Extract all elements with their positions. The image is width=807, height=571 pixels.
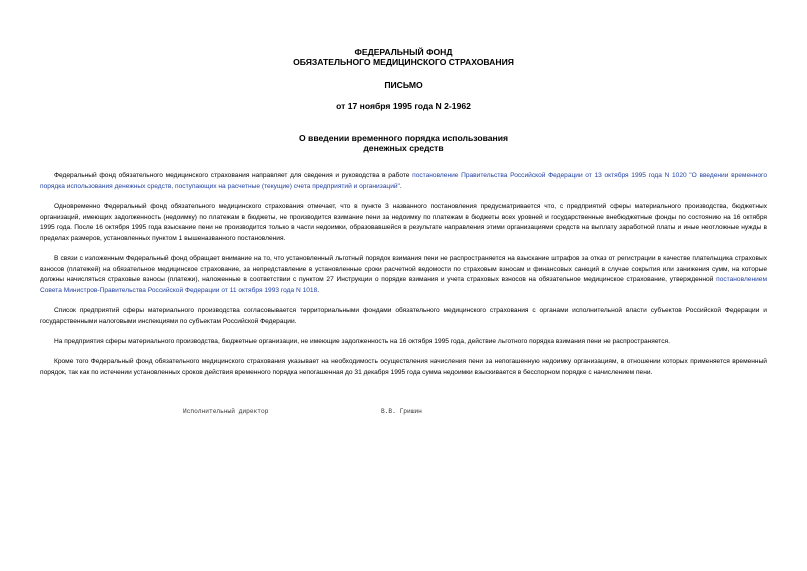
- org-name-line1: ФЕДЕРАЛЬНЫЙ ФОНД: [354, 47, 453, 57]
- subject-line2: денежных средств: [363, 143, 444, 153]
- signature-name: В.В. Гришин: [381, 408, 422, 415]
- subject-line1: О введении временного порядка использования: [298, 133, 509, 143]
- paragraph-3: [40, 254, 767, 296]
- paragraph-1: [40, 171, 767, 192]
- document-subject: [0, 133, 807, 153]
- council-decree-1018-link[interactable]: постановлением Совета Министров-Правительства Российской Федерации от 11 октября 1993 года N 1018: [40, 276, 767, 294]
- paragraph-1-text: Федеральный фонд обязательного медицинского страхования направляет для сведения и руководства в работе: [54, 172, 413, 179]
- paragraph-6: Кроме того Федеральный фонд обязательного медицинского страхования указывает на необходимость осуществления начисления пени за непогашенную недоимку организациям, в отношении которых применяется временный порядок, так как по истечении установленных сроков действия временного порядка непогашенная до 31 декабря 1995 года сумма недоимки взыскивается в бесспорном порядке с начислением пени.: [40, 358, 767, 376]
- paragraph-4: Список предприятий сферы материального производства согласовывается территориальными фондами обязательного медицинского страхования с органами исполнительной власти субъектов Российской Федерации и государственными налоговыми инспекциями по субъектам Российской Федерации.: [40, 307, 767, 325]
- signature-position: Исполнительный директор: [183, 408, 269, 415]
- document-type: ПИСЬМО: [384, 80, 423, 90]
- government-decree-1020-link[interactable]: постановление Правительства Российской Федерации от 13 октября 1995 года N 1020 "О введении временного порядка использования денежных средств, поступающих на расчетные (текущие) счета предприятий и организаций": [40, 172, 767, 190]
- document-date-number: от 17 ноября 1995 года N 2-1962: [336, 101, 471, 111]
- paragraph-3-text: В связи с изложенным Федеральный фонд обращает внимание на то, что установленный льготный порядок взимания пени не распространяется на взыскание штрафов за отказ от регистрации в качестве плательщика страховых взносов (платежей) на обязательное медицинское страхование, за непредставление в установленные сроки расчетной ведомости по страховым взносам и финансовых санкций в случае сокрытия или занижения сумм, на которые должны начисляться страховые взносы (платежи), наложенные в соответствии с пунктом 27 Инструкции о порядке взимания и учета страховых взносов на обязательное медицинское страхование, утвержденной: [40, 255, 767, 284]
- org-name-line2: ОБЯЗАТЕЛЬНОГО МЕДИЦИНСКОГО СТРАХОВАНИЯ: [293, 57, 514, 67]
- paragraph-1-end: .: [399, 182, 402, 190]
- document-org-header: [0, 47, 807, 67]
- paragraph-2: Одновременно Федеральный фонд обязательного медицинского страхования отмечает, что в пункте 3 названного постановления предусматривается что, с предприятий сферы материального производства, бюджетных организаций, имеющих задолженность (недоимку) по платежам в бюджеты, не производится взимание пени за недоимку по платежам в бюджеты всех уровней и государственные внебюджетные фонды по состоянию на 16 октября 1995 года. После 16 октября 1995 года взыскание пени не производится только в части недоимки, образовавшейся в результате направления этими организациями средств на выплату заработной платы и иные неотложные нужды в пределах размеров, установленных пунктом 1 вышеназванного постановления.: [40, 203, 767, 242]
- paragraph-3-end: .: [317, 286, 320, 294]
- paragraph-5: На предприятия сферы материального производства, бюджетные организации, не имеющие задолженность на 16 октября 1995 года, действие льготного порядка взимания пени не распространяется.: [54, 338, 670, 345]
